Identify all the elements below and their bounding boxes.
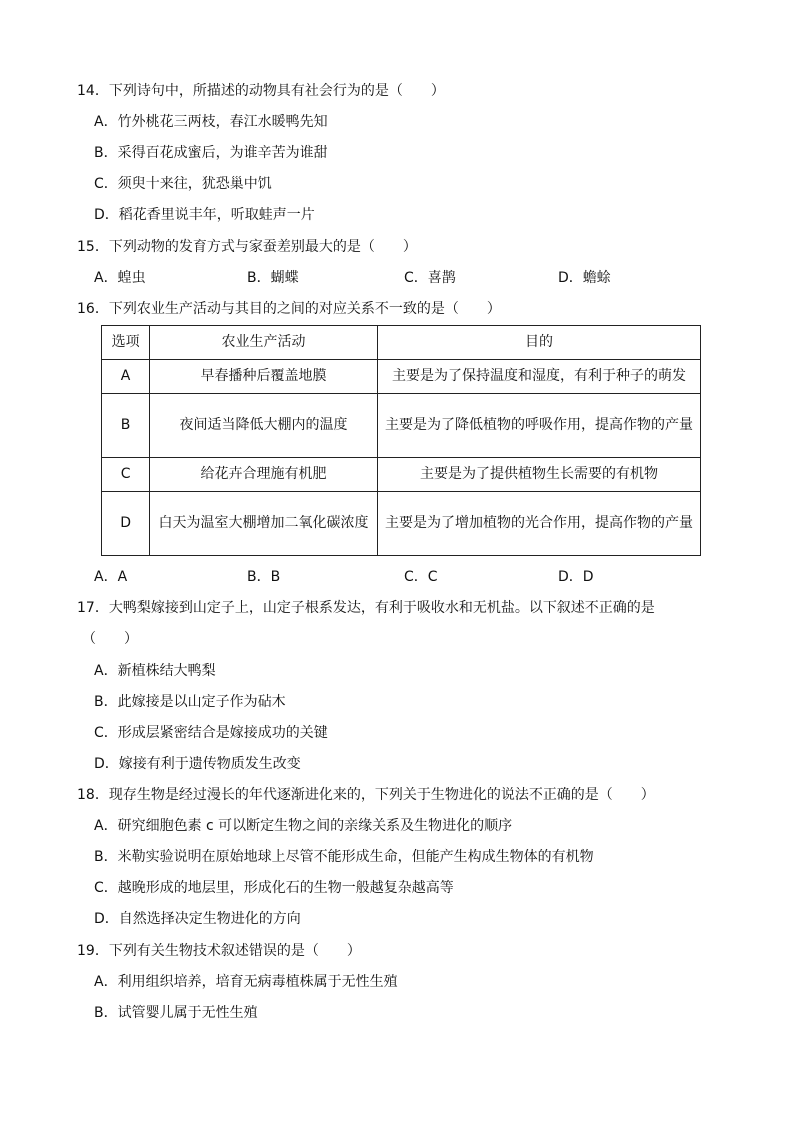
q18-option-c: C．越晚形成的地层里，形成化石的生物一般越复杂越高等 <box>94 880 454 896</box>
table-cell: 主要是为了保持温度和湿度，有利于种子的萌发 <box>377 360 700 394</box>
q18-option-d: D．自然选择决定生物进化的方向 <box>94 911 301 927</box>
q14-stem: 14．下列诗句中，所描述的动物具有社会行为的是（ ） <box>77 83 445 99</box>
q15-option-c: C．喜鹊 <box>404 270 456 286</box>
table-cell: 白天为温室大棚增加二氧化碳浓度 <box>150 492 378 556</box>
q17-stem-continued: （ ） <box>82 631 138 647</box>
q16-stem: 16．下列农业生产活动与其目的之间的对应关系不一致的是（ ） <box>77 301 501 317</box>
q18-option-a: A．研究细胞色素 c 可以断定生物之间的亲缘关系及生物进化的顺序 <box>94 818 513 834</box>
q14-option-c: C．须臾十来往，犹恐巢中饥 <box>94 176 272 192</box>
q18-stem: 18．现存生物是经过漫长的年代逐渐进化来的，下列关于生物进化的说法不正确的是（ ） <box>77 787 655 803</box>
q15-option-d: D．蟾蜍 <box>558 270 611 286</box>
table-cell: C <box>102 458 150 492</box>
table-cell: A <box>102 360 150 394</box>
q17-option-b: B．此嫁接是以山定子作为砧木 <box>94 694 286 710</box>
q16-option-a: A．A <box>94 569 128 585</box>
q16-option-b: B．B <box>247 569 281 585</box>
table-row <box>102 360 701 394</box>
table-header-cell: 选项 <box>102 326 150 360</box>
q19-option-b: B．试管婴儿属于无性生殖 <box>94 1005 258 1021</box>
table-cell: D <box>102 492 150 556</box>
q17-option-c: C．形成层紧密结合是嫁接成功的关键 <box>94 725 328 741</box>
table-header-row <box>102 326 701 360</box>
q17-option-a: A．新植株结大鸭梨 <box>94 663 216 679</box>
q14-option-a: A．竹外桃花三两枝，春江水暖鸭先知 <box>94 114 328 130</box>
q14-option-d: D．稻花香里说丰年，听取蛙声一片 <box>94 207 315 223</box>
q14-option-b: B．采得百花成蜜后，为谁辛苦为谁甜 <box>94 145 328 161</box>
table-row <box>102 394 701 458</box>
table-cell: 早春播种后覆盖地膜 <box>150 360 378 394</box>
table-row <box>102 458 701 492</box>
table-cell: B <box>102 394 150 458</box>
q15-options <box>94 268 654 288</box>
q15-stem: 15．下列动物的发育方式与家蚕差别最大的是（ ） <box>77 239 417 255</box>
q17-stem: 17．大鸭梨嫁接到山定子上，山定子根系发达，有利于吸收水和无机盐。以下叙述不正确的是 <box>77 600 655 616</box>
table-header-cell: 农业生产活动 <box>150 326 378 360</box>
q18-option-b: B．米勒实验说明在原始地球上尽管不能形成生命，但能产生构成生物体的有机物 <box>94 849 594 865</box>
table-cell: 主要是为了降低植物的呼吸作用，提高作物的产量 <box>377 394 700 458</box>
q16-option-c: C．C <box>404 569 438 585</box>
q19-stem: 19．下列有关生物技术叙述错误的是（ ） <box>77 943 361 959</box>
q15-option-a: A．蝗虫 <box>94 270 146 286</box>
table-cell: 主要是为了增加植物的光合作用，提高作物的产量 <box>377 492 700 556</box>
q19-option-a: A．利用组织培养，培育无病毒植株属于无性生殖 <box>94 974 398 990</box>
q17-option-d: D．嫁接有利于遗传物质发生改变 <box>94 756 301 772</box>
table-cell: 主要是为了提供植物生长需要的有机物 <box>377 458 700 492</box>
q16-option-d: D．D <box>558 569 594 585</box>
q15-option-b: B．蝴蝶 <box>247 270 299 286</box>
table-header-cell: 目的 <box>377 326 700 360</box>
table-row <box>102 492 701 556</box>
table-cell: 夜间适当降低大棚内的温度 <box>150 394 378 458</box>
table-cell: 给花卉合理施有机肥 <box>150 458 378 492</box>
q16-options <box>94 567 654 587</box>
q16-table <box>101 325 701 556</box>
